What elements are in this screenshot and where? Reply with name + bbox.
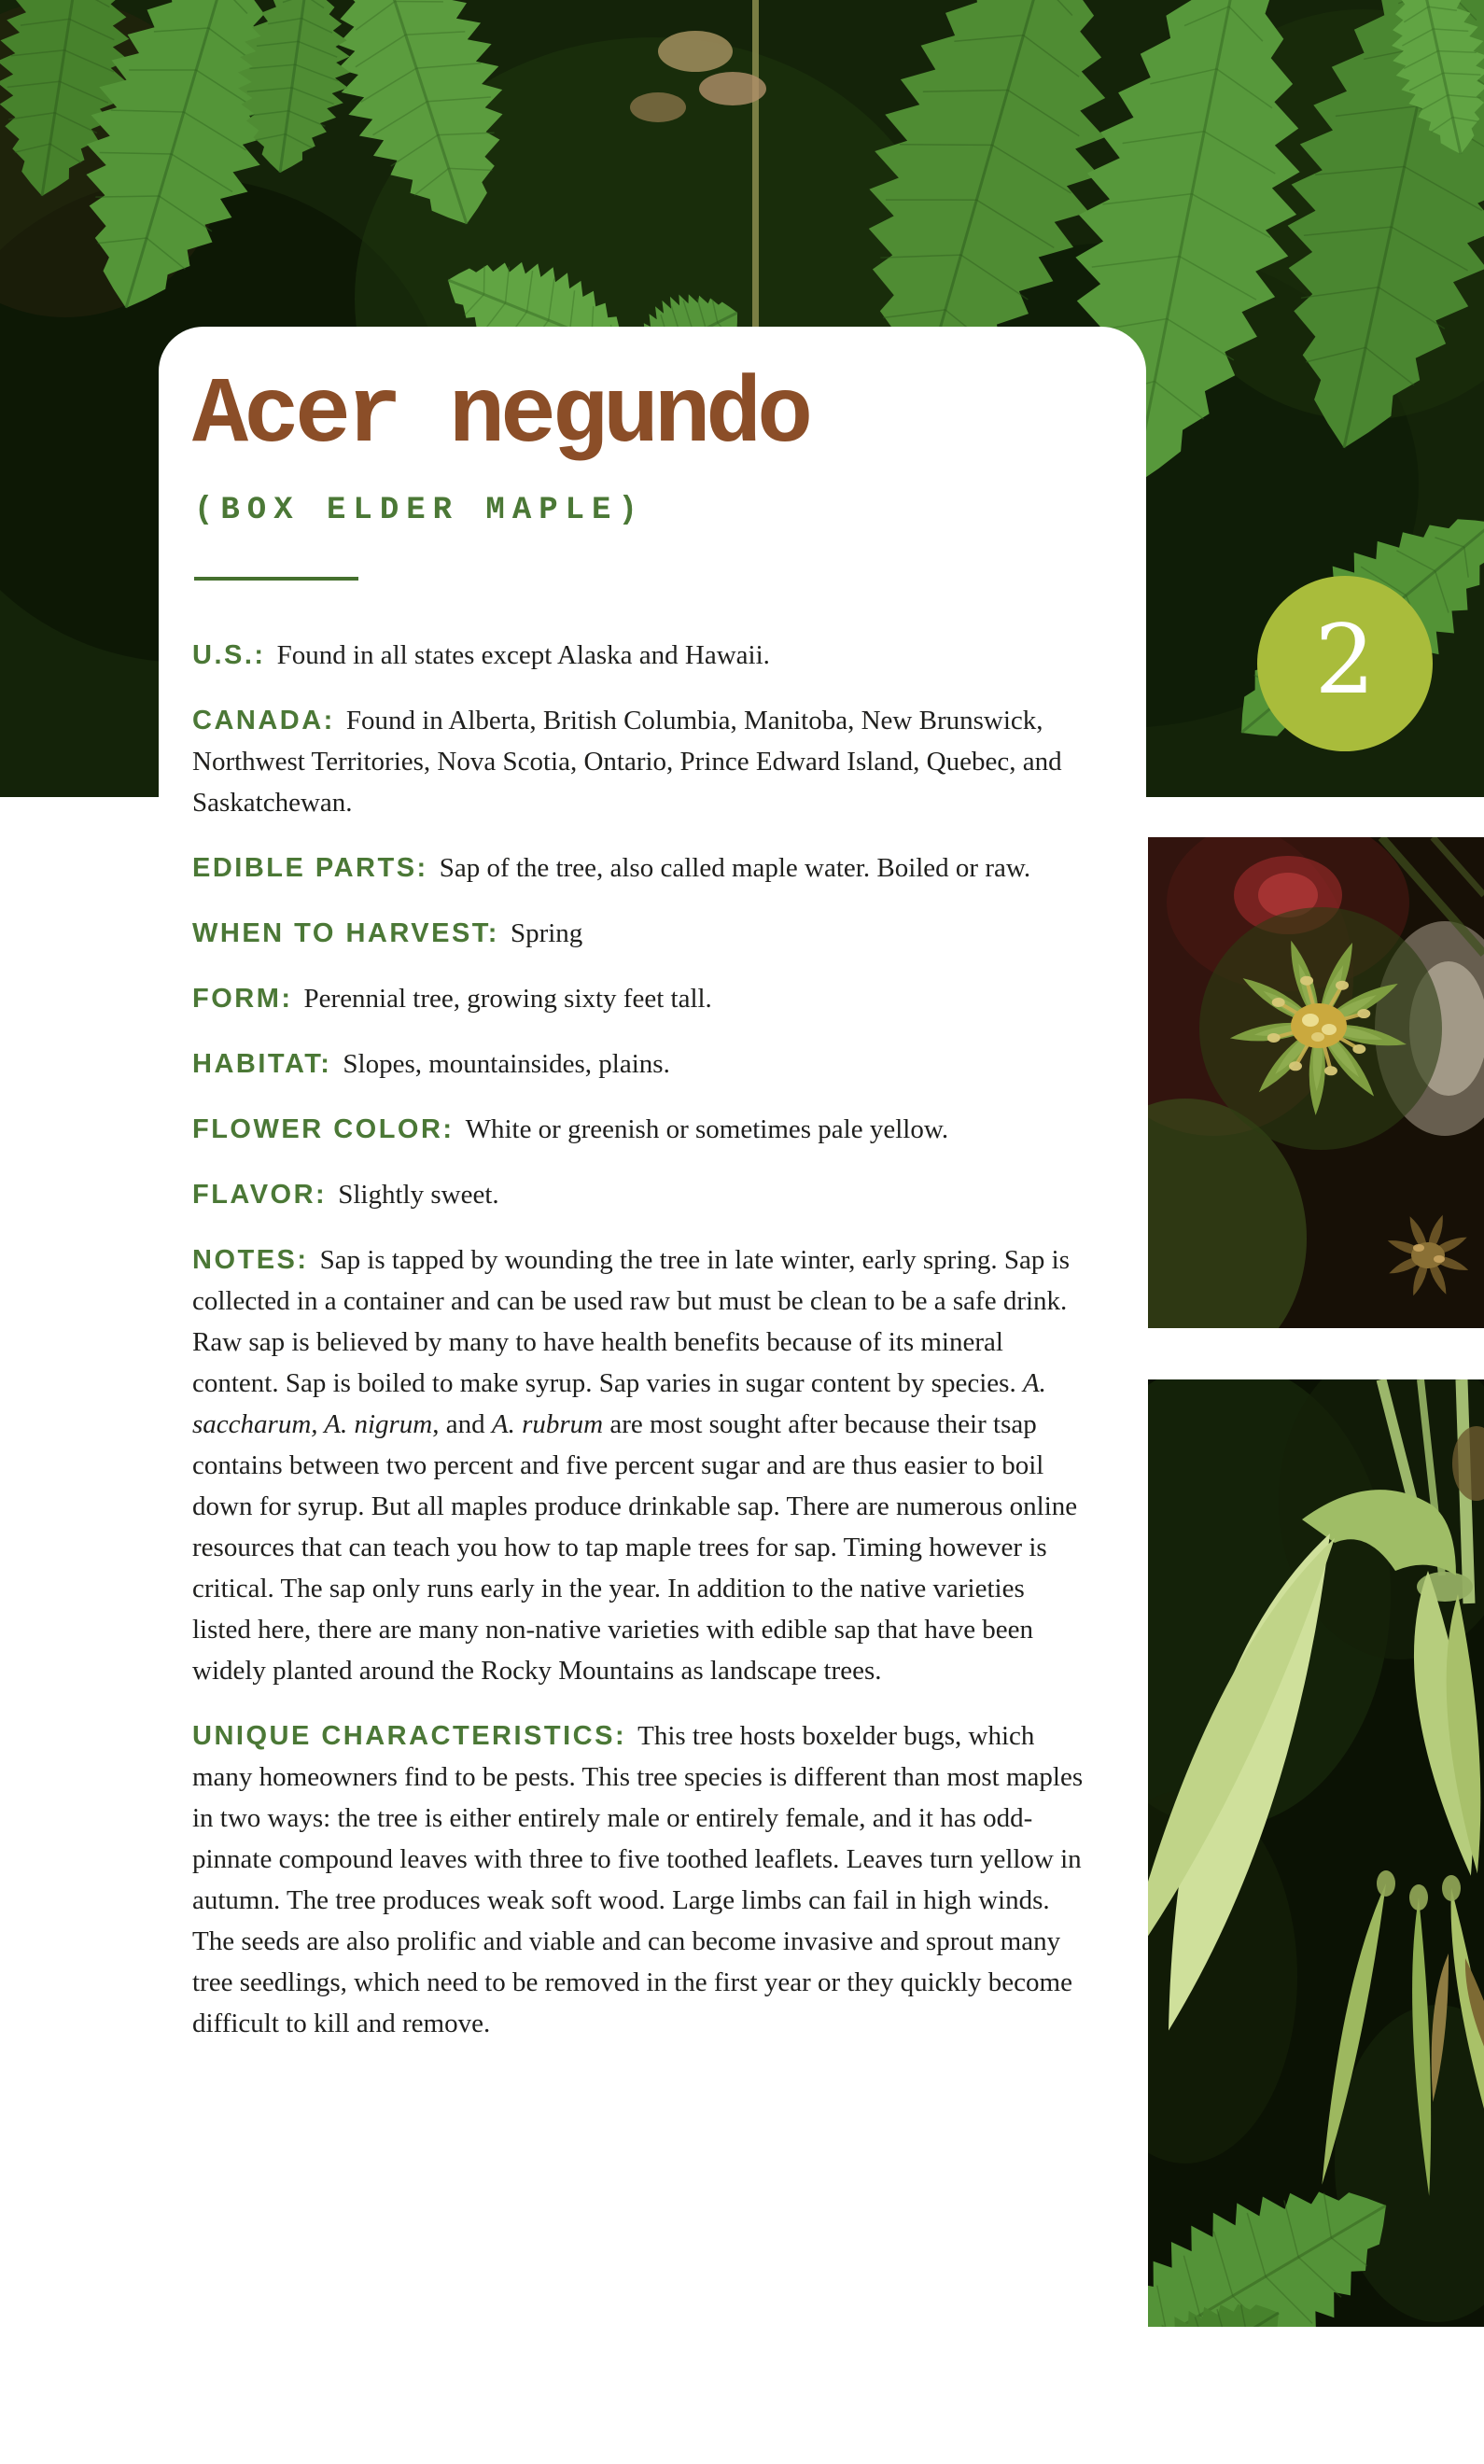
- page-number-badge: [1257, 576, 1433, 751]
- section-label: CANADA:: [192, 706, 335, 735]
- boxelder-flower-photo: [1148, 837, 1484, 1328]
- common-name-subtitle: (BOX ELDER MAPLE): [194, 493, 645, 528]
- section-label: UNIQUE CHARACTERISTICS:: [192, 1721, 627, 1751]
- section-label: U.S.:: [192, 640, 266, 670]
- species-title: Acer negundo: [192, 364, 809, 469]
- section-text: Slightly sweet.: [338, 1180, 499, 1210]
- section-text: Found in Alberta, British Columbia, Manitoba, New Brunswick, Northwest Territories, Nova Scotia, Ontario, Prince Edward Island, Quebec, and Saskatchewan.: [192, 706, 1062, 818]
- section-text: White or greenish or sometimes pale yellow.: [465, 1114, 949, 1144]
- section-when-to-harvest: [192, 913, 1084, 954]
- section-text: Spring: [510, 918, 583, 948]
- section-label: EDIBLE PARTS:: [192, 853, 428, 883]
- section-label: NOTES:: [192, 1245, 309, 1275]
- section-canada: [192, 700, 1084, 823]
- section-form: [192, 978, 1084, 1019]
- section-text: Sap is tapped by wounding the tree in late winter, early spring. Sap is collected in a container and can be used raw but must be clean to be a safe drink. Raw sap is believed by many to have health benefits because of its mineral content. Sap is boiled to make syrup. Sap varies in sugar content by species. A. saccharum, A. nigrum, and A. rubrum are most sought after because their tsap contains between two percent and five percent sugar and are thus easier to boil down for syrup. But all maples produce drinkable sap. There are numerous online resources that can teach you how to tap maple trees for sap. Timing however is critical. The sap only runs early in the year. In addition to the native varieties listed here, there are many non-native varieties with edible sap that have been widely planted around the Rocky Mountains as landscape trees.: [192, 1245, 1078, 1686]
- divider-rule: [194, 577, 358, 581]
- species-card: [159, 327, 1146, 2464]
- boxelder-samara-photo: [1148, 1379, 1484, 2327]
- section-us: [192, 635, 1084, 676]
- section-label: HABITAT:: [192, 1049, 332, 1079]
- flower-illustration: [1148, 837, 1484, 1328]
- section-flavor: [192, 1174, 1084, 1215]
- section-label: FLAVOR:: [192, 1180, 328, 1210]
- samara-illustration: [1148, 1379, 1484, 2327]
- section-text: Slopes, mountainsides, plains.: [343, 1049, 670, 1079]
- species-details: [192, 635, 1084, 2044]
- section-label: FLOWER COLOR:: [192, 1114, 455, 1144]
- section-label: WHEN TO HARVEST:: [192, 918, 499, 948]
- section-text: This tree hosts boxelder bugs, which many homeowners find to be pests. This tree species is different than most maples in two ways: the tree is either entirely male or entirely female, and it has odd-pinnate compound leaves with three to five toothed leaflets. Leaves turn yellow in autumn. The tree produces weak soft wood. Large limbs can fail in high winds. The seeds are also prolific and viable and can become invasive and sprout many tree seedlings, which need to be removed in the first year or they quickly become difficult to kill and remove.: [192, 1721, 1084, 2038]
- section-notes: [192, 1239, 1084, 1691]
- section-text: Perennial tree, growing sixty feet tall.: [303, 984, 712, 1014]
- section-unique-characteristics: [192, 1715, 1084, 2044]
- page-number: 2: [1314, 604, 1376, 716]
- section-edible-parts: [192, 847, 1084, 889]
- section-text: Sap of the tree, also called maple water. Boiled or raw.: [439, 853, 1031, 883]
- section-flower-color: [192, 1109, 1084, 1150]
- section-label: FORM:: [192, 984, 293, 1014]
- section-habitat: [192, 1043, 1084, 1085]
- section-text: Found in all states except Alaska and Hawaii.: [276, 640, 770, 670]
